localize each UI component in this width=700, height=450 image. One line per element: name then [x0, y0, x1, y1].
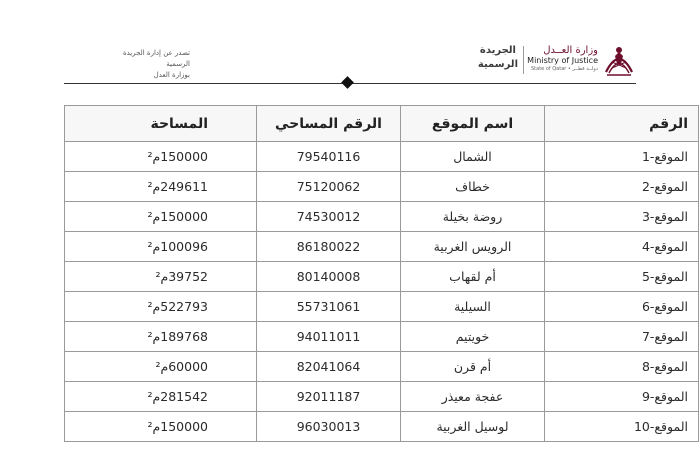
cell-parcel-number: 92011187	[257, 382, 401, 412]
cell-site-name: خطاف	[401, 172, 545, 202]
cell-parcel-number: 86180022	[257, 232, 401, 262]
table-row	[65, 292, 699, 322]
gazette-line-1: الجريدة	[479, 45, 516, 56]
cell-number: الموقع-10	[545, 412, 699, 442]
cell-area: 150000م²	[65, 142, 257, 172]
cell-area: 150000م²	[65, 202, 257, 232]
cell-parcel-number: 55731061	[257, 292, 401, 322]
ministry-name	[527, 45, 598, 73]
cell-number: الموقع-5	[545, 262, 699, 292]
publisher-line-2: بوزارة العدل	[153, 71, 190, 79]
cell-site-name: خويتيم	[401, 322, 545, 352]
table-body	[65, 142, 699, 442]
cell-area: 39752م²	[65, 262, 257, 292]
ministry-name-en: Ministry of Justice	[527, 56, 598, 65]
column-header-site-name: اسم الموقع	[401, 106, 545, 142]
column-header-area: المساحة	[65, 106, 257, 142]
cell-area: 522793م²	[65, 292, 257, 322]
ministry-subtitle: State of Qatar • دولــة قطــر	[531, 66, 598, 72]
cell-area: 150000م²	[65, 412, 257, 442]
cell-number: الموقع-9	[545, 382, 699, 412]
cell-parcel-number: 96030013	[257, 412, 401, 442]
gazette-line-2: الرسمية	[477, 59, 518, 70]
cell-site-name: عفجة معيذر	[401, 382, 545, 412]
cell-number: الموقع-8	[545, 352, 699, 382]
table-row	[65, 322, 699, 352]
table-row	[65, 352, 699, 382]
gazette-title	[478, 44, 518, 72]
cell-area: 281542م²	[65, 382, 257, 412]
publisher-note	[98, 48, 190, 81]
cell-area: 249611م²	[65, 172, 257, 202]
table-row	[65, 412, 699, 442]
cell-parcel-number: 74530012	[257, 202, 401, 232]
cell-number: الموقع-1	[545, 142, 699, 172]
sites-table	[64, 105, 699, 442]
cell-site-name: الشمال	[401, 142, 545, 172]
cell-area: 100096م²	[65, 232, 257, 262]
cell-area: 60000م²	[65, 352, 257, 382]
column-header-parcel-number: الرقم المساحي	[257, 106, 401, 142]
cell-number: الموقع-6	[545, 292, 699, 322]
cell-site-name: روضة بخيلة	[401, 202, 545, 232]
ministry-name-ar: وزارة العــدل	[543, 45, 598, 56]
cell-number: الموقع-4	[545, 232, 699, 262]
column-header-number: الرقم	[545, 106, 699, 142]
publisher-line-1: تصدر عن إدارة الجريدة الرسمية	[122, 49, 190, 68]
cell-number: الموقع-2	[545, 172, 699, 202]
table-header-row	[65, 106, 699, 142]
cell-site-name: لوسيل الغربية	[401, 412, 545, 442]
cell-site-name: السيلية	[401, 292, 545, 322]
table-row	[65, 232, 699, 262]
page-header	[0, 40, 700, 80]
cell-site-name: أم قرن	[401, 352, 545, 382]
logo-separator	[523, 46, 524, 74]
cell-parcel-number: 79540116	[257, 142, 401, 172]
cell-parcel-number: 82041064	[257, 352, 401, 382]
cell-site-name: أم لقهاب	[401, 262, 545, 292]
table-row	[65, 262, 699, 292]
table-row	[65, 142, 699, 172]
table-row	[65, 382, 699, 412]
cell-site-name: الرويس الغربية	[401, 232, 545, 262]
cell-number: الموقع-7	[545, 322, 699, 352]
cell-parcel-number: 75120062	[257, 172, 401, 202]
cell-parcel-number: 94011011	[257, 322, 401, 352]
cell-area: 189768م²	[65, 322, 257, 352]
table-row	[65, 202, 699, 232]
table-row	[65, 172, 699, 202]
cell-number: الموقع-3	[545, 202, 699, 232]
qatar-emblem-icon	[602, 42, 636, 78]
cell-parcel-number: 80140008	[257, 262, 401, 292]
ministry-logo	[436, 40, 636, 80]
